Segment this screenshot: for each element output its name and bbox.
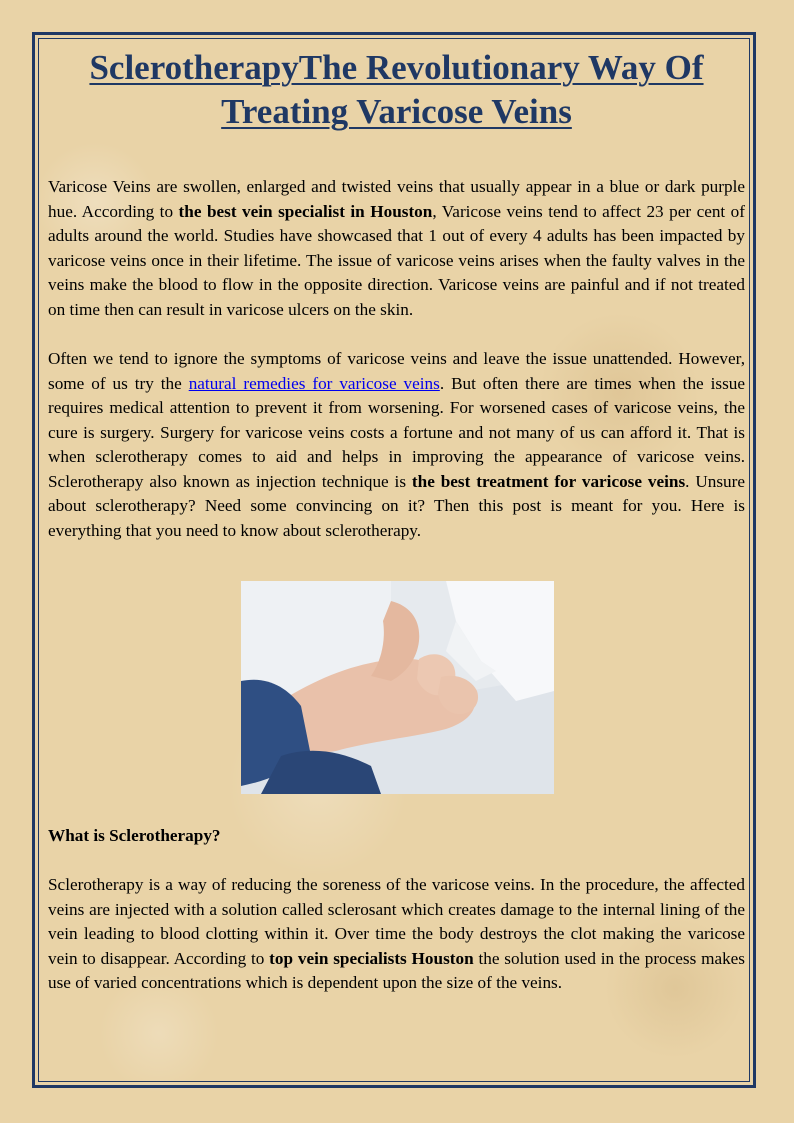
natural-remedies-link[interactable]: natural remedies for varicose veins bbox=[188, 373, 440, 393]
bold-phrase-best-treatment: the best treatment for varicose veins bbox=[411, 471, 686, 491]
leg-examination-illustration bbox=[241, 581, 554, 794]
leg-examination-photo bbox=[241, 581, 554, 794]
paragraph-symptoms bbox=[48, 347, 745, 543]
paragraph-intro-text-cont: , Varicose veins tend to affect 23 per cent of adults around the world. Studies have showcased that 1 out of every 4 adults has been impacted by varicose veins once in their lifetime. The issue of varicose veins arises when the faulty valves in the veins make the blood to flow in the opposite direction. Varicose veins are painful and if not treated on time then can result in varicose ulcers on the skin. bbox=[48, 201, 746, 319]
document-title: SclerotherapyThe Revolutionary Way Of Treating Varicose Veins bbox=[89, 48, 704, 131]
paragraph-definition-text-cont: the solution used in the process makes use of varied concentrations which is dependent upon the size of the veins. bbox=[48, 948, 745, 992]
paragraph-intro bbox=[48, 175, 745, 322]
paragraph-symptoms-text: Often we tend to ignore the symptoms of varicose veins and leave the issue unattended. However, some of us try the bbox=[48, 349, 745, 393]
document-content bbox=[48, 46, 745, 996]
paragraph-intro-text: Varicose Veins are swollen, enlarged and twisted veins that usually appear in a blue or dark purple hue. According to bbox=[48, 177, 745, 221]
paragraph-symptoms-text-cont: . But often there are times when the issue requires medical attention to prevent it from worsening. For worsened cases of varicose veins, the cure is surgery. Surgery for varicose veins costs a fortune and not many of us can afford it. That is when sclerotherapy comes to aid and helps in improving the appearance of varicose veins. Sclerotherapy also known as injection technique is bbox=[48, 373, 745, 491]
bold-phrase-top-specialists: top vein specialists Houston bbox=[269, 948, 474, 968]
section-heading: What is Sclerotherapy? bbox=[48, 826, 221, 845]
bold-phrase-vein-specialist: the best vein specialist in Houston bbox=[178, 201, 433, 221]
paragraph-definition bbox=[48, 873, 745, 996]
paragraph-definition-text: Sclerotherapy is a way of reducing the soreness of the varicose veins. In the procedure, the affected veins are injected with a solution called sclerosant which creates damage to the internal lining of the vein leading to blood clotting within it. Over time the body destroys the clot making the varicose vein to disappear. According to bbox=[48, 875, 745, 968]
paragraph-symptoms-text-end: . Unsure about sclerotherapy? Need some convincing on it? Then this post is meant for you. Here is everything that you need to know about sclerotherapy. bbox=[48, 471, 745, 540]
